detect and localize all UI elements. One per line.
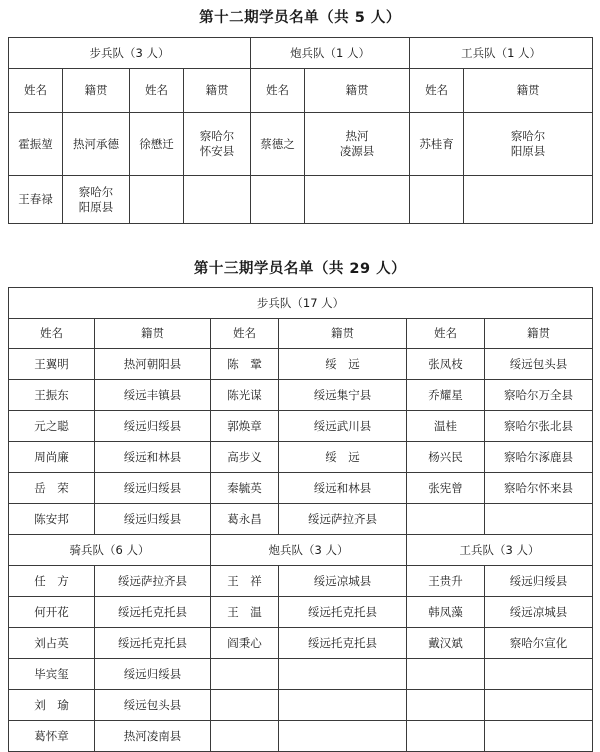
student-origin: 察哈尔怀来县: [485, 473, 593, 504]
name-column-header: 姓名: [407, 319, 485, 349]
student-origin: 热河 凌源县: [305, 113, 410, 176]
student-name: 霍振堃: [9, 113, 63, 176]
table-row: [9, 659, 593, 690]
student-origin: 绥远萨拉齐县: [95, 566, 211, 597]
table-row: [9, 473, 593, 504]
student-origin: 察哈尔 阳原县: [63, 176, 130, 224]
student-origin: 绥远托克托县: [279, 628, 407, 659]
empty-cell: [251, 176, 305, 224]
student-name: 秦毓英: [211, 473, 279, 504]
table-row: [9, 442, 593, 473]
student-name: 葛怀章: [9, 721, 95, 752]
student-origin: 察哈尔万全县: [485, 380, 593, 411]
student-origin: 绥远丰镇县: [95, 380, 211, 411]
student-name: 陈安邦: [9, 504, 95, 535]
student-name: 郭焕章: [211, 411, 279, 442]
empty-cell: [130, 176, 184, 224]
table-row: [9, 690, 593, 721]
student-name: 何开花: [9, 597, 95, 628]
cavalry-group-header: 骑兵队（6 人）: [9, 535, 211, 566]
student-name: 阎秉心: [211, 628, 279, 659]
table-row: [9, 597, 593, 628]
empty-cell: [485, 659, 593, 690]
name-column-header: 姓名: [130, 69, 184, 113]
term12-roster-table: [8, 37, 593, 224]
empty-cell: [184, 176, 251, 224]
empty-cell: [464, 176, 593, 224]
student-name: 韩凤藻: [407, 597, 485, 628]
student-origin: 绥远凉城县: [279, 566, 407, 597]
table-row: [9, 113, 593, 176]
name-column-header: 姓名: [251, 69, 305, 113]
term12-title: 第十二期学员名单（共 5 人）: [199, 10, 401, 26]
name-column-header: 姓名: [9, 319, 95, 349]
origin-column-header: 籍贯: [485, 319, 593, 349]
origin-column-header: 籍贯: [305, 69, 410, 113]
student-name: 王振东: [9, 380, 95, 411]
empty-cell: [485, 504, 593, 535]
student-origin: 热河凌南县: [95, 721, 211, 752]
artillery-group-header: 炮兵队（1 人）: [251, 38, 410, 69]
name-column-header: 姓名: [9, 69, 63, 113]
student-name: 葛永昌: [211, 504, 279, 535]
artillery-group-header: 炮兵队（3 人）: [211, 535, 407, 566]
student-name: 刘占英: [9, 628, 95, 659]
origin-column-header: 籍贯: [63, 69, 130, 113]
empty-cell: [305, 176, 410, 224]
student-origin: 绥远凉城县: [485, 597, 593, 628]
student-name: 毕宾玺: [9, 659, 95, 690]
student-origin: 绥远包头县: [95, 690, 211, 721]
student-origin: 绥远集宁县: [279, 380, 407, 411]
student-origin: 绥远归绥县: [95, 473, 211, 504]
name-column-header: 姓名: [410, 69, 464, 113]
student-name: 王春禄: [9, 176, 63, 224]
empty-cell: [211, 721, 279, 752]
student-name: 陈 鞏: [211, 349, 279, 380]
origin-column-header: 籍贯: [95, 319, 211, 349]
student-origin: 绥远武川县: [279, 411, 407, 442]
table-row: [9, 349, 593, 380]
student-origin: 绥远托克托县: [95, 597, 211, 628]
empty-cell: [407, 504, 485, 535]
student-origin: 察哈尔 阳原县: [464, 113, 593, 176]
student-origin: 绥远萨拉齐县: [279, 504, 407, 535]
empty-cell: [279, 721, 407, 752]
student-name: 王 温: [211, 597, 279, 628]
student-name: 王翼明: [9, 349, 95, 380]
empty-cell: [211, 690, 279, 721]
table-row: [9, 176, 593, 224]
table-row: [9, 411, 593, 442]
student-origin: 绥 远: [279, 442, 407, 473]
student-origin: 绥远归绥县: [95, 411, 211, 442]
student-origin: 热河朝阳县: [95, 349, 211, 380]
term13-roster-table: [8, 287, 593, 752]
student-origin: 绥远归绥县: [485, 566, 593, 597]
empty-cell: [485, 690, 593, 721]
student-name: 张宪曾: [407, 473, 485, 504]
student-name: 戴汉斌: [407, 628, 485, 659]
student-origin: 绥远和林县: [95, 442, 211, 473]
student-name: 乔耀星: [407, 380, 485, 411]
student-origin: 察哈尔涿鹿县: [485, 442, 593, 473]
infantry-group-header: 步兵队（17 人）: [9, 288, 593, 319]
student-origin: 察哈尔宣化: [485, 628, 593, 659]
table-row: [9, 504, 593, 535]
table-row: [9, 721, 593, 752]
student-name: 徐懋迁: [130, 113, 184, 176]
student-name: 温桂: [407, 411, 485, 442]
student-name: 岳 荣: [9, 473, 95, 504]
empty-cell: [211, 659, 279, 690]
student-name: 杨兴民: [407, 442, 485, 473]
student-name: 陈光谋: [211, 380, 279, 411]
student-origin: 绥远归绥县: [95, 659, 211, 690]
engineer-group-header: 工兵队（3 人）: [407, 535, 593, 566]
origin-column-header: 籍贯: [279, 319, 407, 349]
infantry-group-header: 步兵队（3 人）: [9, 38, 251, 69]
student-name: 张凤枝: [407, 349, 485, 380]
table-row: [9, 628, 593, 659]
empty-cell: [410, 176, 464, 224]
student-name: 周尚廉: [9, 442, 95, 473]
empty-cell: [407, 721, 485, 752]
empty-cell: [279, 659, 407, 690]
student-name: 王 祥: [211, 566, 279, 597]
empty-cell: [407, 690, 485, 721]
student-origin: 绥远托克托县: [95, 628, 211, 659]
student-origin: 绥远和林县: [279, 473, 407, 504]
student-origin: 绥远归绥县: [95, 504, 211, 535]
student-name: 刘 瑜: [9, 690, 95, 721]
student-origin: 热河承德: [63, 113, 130, 176]
student-name: 高步义: [211, 442, 279, 473]
student-origin: 察哈尔张北县: [485, 411, 593, 442]
student-origin: 绥 远: [279, 349, 407, 380]
name-column-header: 姓名: [211, 319, 279, 349]
student-name: 蔡德之: [251, 113, 305, 176]
empty-cell: [485, 721, 593, 752]
student-name: 苏桂育: [410, 113, 464, 176]
student-name: 任 方: [9, 566, 95, 597]
empty-cell: [279, 690, 407, 721]
engineer-group-header: 工兵队（1 人）: [410, 38, 593, 69]
student-name: 王贵升: [407, 566, 485, 597]
student-name: 元之聪: [9, 411, 95, 442]
empty-cell: [407, 659, 485, 690]
student-origin: 绥远包头县: [485, 349, 593, 380]
origin-column-header: 籍贯: [184, 69, 251, 113]
term13-title: 第十三期学员名单（共 29 人）: [193, 261, 407, 277]
table-row: [9, 566, 593, 597]
table-row: [9, 380, 593, 411]
student-origin: 察哈尔 怀安县: [184, 113, 251, 176]
origin-column-header: 籍贯: [464, 69, 593, 113]
student-origin: 绥远托克托县: [279, 597, 407, 628]
